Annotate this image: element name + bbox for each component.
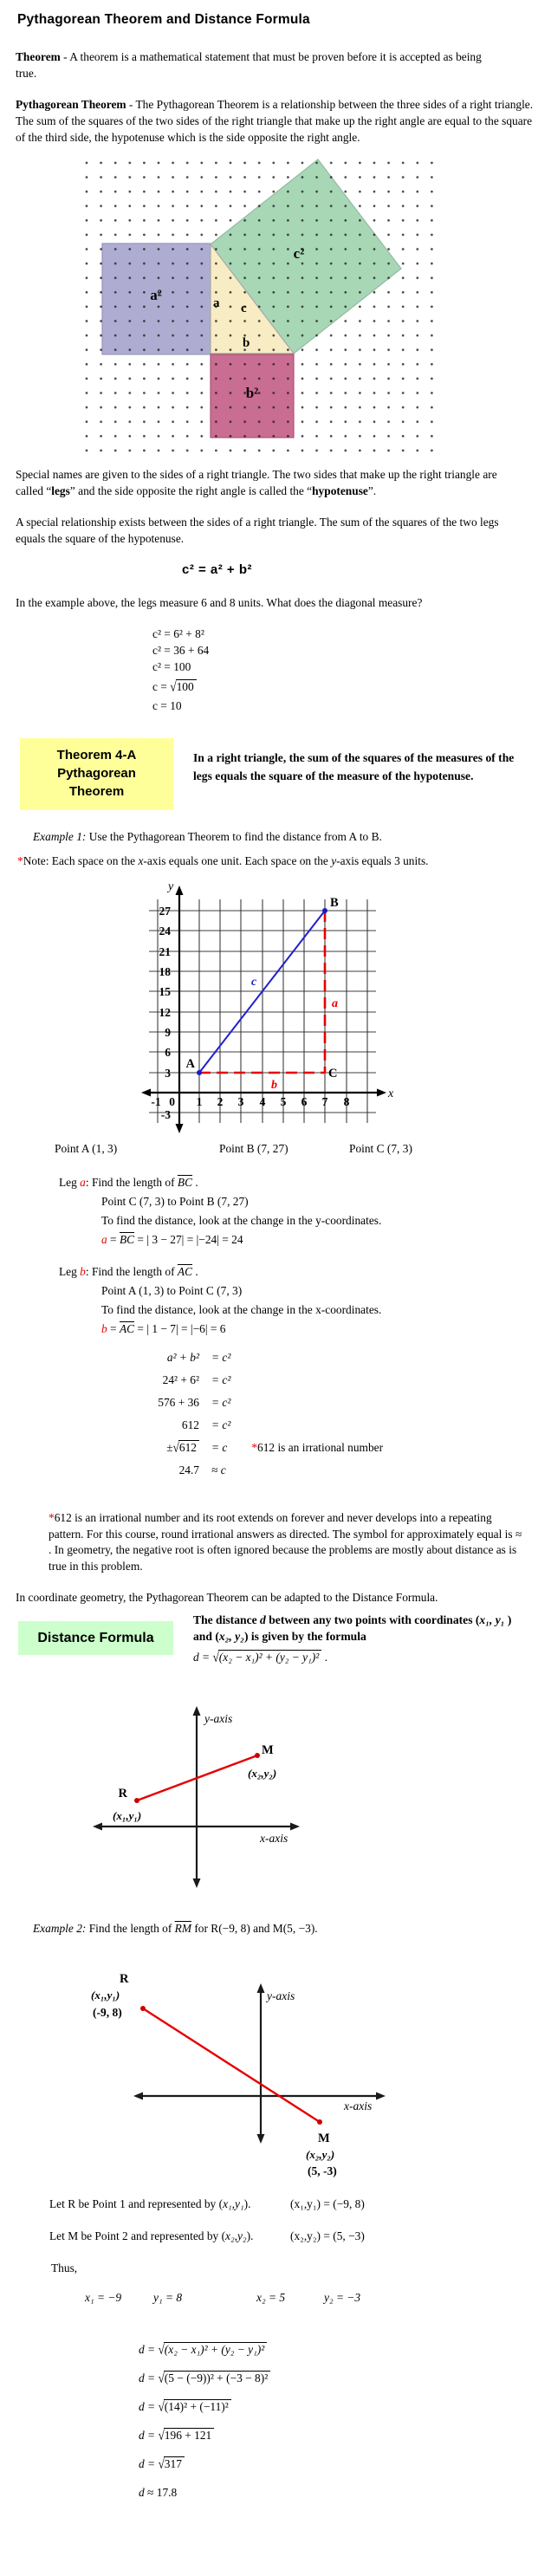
x-axis-left-arrow [133,2093,143,2100]
work2-row4 [95,1414,535,1437]
x-axis-right-arrow [290,1823,300,1831]
leg-a-line3 [101,1211,535,1230]
distance-formula-desc-text [193,1612,518,1645]
y-tick-18: 18 [159,965,171,978]
side-a-label: a [213,296,220,310]
leg-b-period: . [192,1265,198,1278]
point-r-label: R [120,1972,129,1986]
x-tick-7: 7 [321,1095,328,1108]
y-tick-27: 27 [159,905,171,918]
leg-b-block [59,1262,535,1339]
work2-row1-lhs: a² + b² [166,1351,199,1364]
x-axis-label [259,1832,288,1845]
d-variable: d [139,2486,145,2499]
x-tick-6: 6 [301,1095,308,1108]
x-axis-right-arrow [377,1089,386,1097]
work2-row5-rhs: = c [211,1441,228,1454]
point-a-dot [197,1070,202,1075]
example-above-paragraph: In the example above, the legs measure 6 and 8 units. What does the diagonal measure? [16,596,423,609]
work2-row6-lhs: 24.7 [178,1463,199,1476]
sqrt-symbol: √ [158,2398,165,2415]
distance-formula-diagram [87,1698,329,1902]
point-r-coords: (x₁,y₁) [91,1989,120,2002]
work1-line2: c² = 36 + 64 [152,644,210,657]
note-x-var: x [138,854,144,867]
x-axis-left-arrow [93,1823,102,1831]
y-tick-6: 6 [165,1046,171,1059]
sqrt-symbol: √ [172,1439,179,1456]
let-r-equation: (x₁,y₁) = (−9, 8) [290,2197,365,2210]
pythagorean-definition [16,96,535,146]
d-equals: d = [139,2429,159,2442]
side-a-label: a [332,997,338,1010]
point-b-dot [322,908,327,913]
example1-line [33,828,535,845]
radicand: (5 − (−9))² + (−3 − 8)² [164,2371,270,2385]
sqrt-symbol: √ [158,2341,165,2358]
y-axis-top-arrow [193,1706,201,1716]
note-text-2: -axis equals one unit. Each space on the [143,854,332,867]
distance-formula-description [193,1612,518,1668]
work1-line4 [152,675,535,698]
origin-label: 0 [169,1095,175,1108]
x-tick-2: 2 [217,1095,224,1108]
distance-formula-section [16,1612,535,1668]
dot-grid [85,159,433,452]
special-names-text-1: Special names are given to the sides of a right triangle. The two sides that make up the right triangle are called “ [16,468,497,497]
segment-ac: $\overline{AC}$ [177,1265,193,1278]
distance-calculation-block [139,2341,535,2501]
note-text-3: -axis equals 3 units. [336,854,429,867]
leg-b-result-rest: = | 1 − 7| = |−6| = 6 [134,1322,226,1335]
distance-step-5 [139,2456,535,2473]
y-axis-label-text: y-axis [267,1989,295,2002]
leg-b-line3-post: -coordinates. [321,1303,382,1316]
y-axis-top-arrow [257,1983,265,1993]
point-c-label: C [328,1067,338,1080]
sqrt-symbol: √ [158,2370,165,2386]
radical [158,2457,184,2470]
special-names-text-3: ”. [367,484,377,497]
df-desc-1: The distance [193,1613,261,1626]
pythagorean-work-block [95,1346,535,1482]
theorem-definition [16,49,505,81]
thus-line: Thus, [51,2261,78,2274]
work2-row2 [95,1369,535,1392]
work2-row3-rhs: = c² [211,1396,231,1409]
theorem-term: Theorem [16,50,61,63]
note-y-var: y [331,854,337,867]
radicand: 196 + 121 [164,2428,214,2442]
work1-line5: c = 10 [152,699,182,712]
radicand: (14)² + (−11)² [164,2399,231,2413]
segment-bc: $\overline{BC}$ [177,1176,193,1189]
note-asterisk: * [17,854,23,867]
leg-a-block [59,1173,535,1249]
leg-a-line3-var: y [315,1214,321,1227]
pythagorean-term: Pythagorean Theorem [16,98,126,111]
side-b-label: b [271,1079,277,1092]
irrational-side-note [251,1437,383,1459]
point-r-dot [140,2006,146,2011]
sqrt-symbol: √ [170,678,177,695]
sqrt-symbol: √ [158,2427,165,2443]
point-m-dot [255,1753,260,1758]
work2-row1-rhs: = c² [211,1351,231,1364]
x-axis-right-arrow [376,2093,386,2100]
point-r-coords: (x₁,y₁) [113,1809,142,1822]
theorem-4a-statement: In a right triangle, the sum of the squares of the measures of the legs equals the square of the measure of the hypotenuse. [193,751,515,782]
example-above-work [152,626,535,714]
let-m-var: x₂,y₂ [225,2229,247,2242]
work2-row1 [95,1346,535,1369]
side-c-label: c [241,302,247,315]
distance-formula-box: Distance Formula [18,1621,173,1655]
d-equals: d = [139,2457,159,2470]
work2-row6-rhs: ≈ c [211,1463,226,1476]
point-m-coords: (x₂,y₂) [306,2148,335,2161]
leg-a-result-var: a [101,1233,107,1246]
side-note-text: 612 is an irrational number [257,1441,384,1454]
hypotenuse-term: hypotenuse [312,484,368,497]
leg-b-result-segment: $\overline{AC}$ [119,1322,135,1335]
rm-segment [143,2008,320,2122]
distance-result-value: ≈ 17.8 [144,2486,178,2499]
point-m-value: (5, -3) [308,2164,337,2177]
x-axis-label-text: x-axis [260,1832,288,1845]
distance-step-2 [139,2370,535,2387]
theorem-4a-section [16,738,535,810]
x-tick-labels [151,1095,349,1108]
example2-diagram [87,1969,399,2181]
d-equals: d = [139,2400,159,2413]
example2-label: Example 2: [33,1922,87,1935]
x-axis-label [343,2099,372,2112]
caption-point-a: Point A (1, 3) [55,1142,118,1155]
radical [158,2343,267,2356]
radical [170,680,196,693]
distance-step-3 [139,2398,535,2416]
leg-a-line2: Point C (7, 3) to Point B (7, 27) [101,1195,249,1208]
legs-term: legs [51,484,70,497]
x-axis-label: x [388,1087,394,1100]
y-tick-neg3: -3 [160,1108,171,1121]
leg-a-var: a [80,1176,86,1189]
df-desc-d: d [260,1613,266,1626]
sqrt-symbol: √ [158,2456,165,2472]
y-axis-bottom-arrow [193,1878,201,1888]
y-tick-15: 15 [159,985,171,998]
distance-formula-equation [193,1647,518,1668]
example1-graph [130,879,399,1136]
point-b-label: B [330,896,339,910]
example2-post: for R(−9, 8) and M(5, −3). [191,1922,318,1935]
x-axis-left-arrow [141,1089,151,1097]
y-tick-21: 21 [159,945,171,958]
leg-a-result-segment: $\overline{BC}$ [119,1233,135,1246]
point-captions-row [16,1142,535,1158]
d-equals: d = [139,2372,159,2385]
work1-line3: c² = 100 [152,660,191,673]
y-axis-label [265,1989,295,2002]
df-desc-2: between any two points with coordinates ( [265,1613,480,1626]
let-m-text: Let M be Point 2 and represented by ( [49,2229,226,2242]
b-squared-label: b² [245,385,259,401]
radical [158,2429,214,2442]
df-formula-lhs: d = [193,1651,213,1664]
radical [158,2372,270,2385]
theorem-4a-box [20,738,173,810]
y-tick-24: 24 [159,925,171,938]
x-axis-label-text: x-axis [344,2099,373,2112]
leg-a-line3-pre: To find the distance, look at the change in the [101,1214,316,1227]
df-desc-p2: x₂, y₂ [218,1630,244,1643]
page-title: Pythagorean Theorem and Distance Formula [17,12,310,27]
special-names-paragraph [16,466,518,499]
point-m-dot [317,2119,322,2125]
radicand: (x₂ − x₁)² + (y₂ − y₁)² [164,2342,267,2356]
point-r-label: R [118,1787,127,1801]
work2-row2-lhs: 24² + 6² [162,1373,199,1386]
pythagorean-equation: c² = a² + b² [182,562,253,577]
leg-a-result-eq: = [107,1233,120,1246]
y-tick-12: 12 [159,1006,171,1019]
x-tick-neg1: -1 [151,1095,161,1108]
x1-value: x₁ = −9 [85,2291,122,2304]
sqrt-symbol: √ [212,1649,219,1665]
df-desc-p1: x₁, y₁ [479,1613,505,1626]
let-r-close: ). [243,2197,251,2210]
example2-pre: Find the length of [86,1922,175,1935]
radical [158,2400,230,2413]
leg-b-result-var: b [101,1322,107,1335]
variable-values-row [16,2291,535,2307]
work2-row6 [95,1459,535,1482]
work1-line1: c² = 6² + 8² [152,627,204,640]
let-m-close: ). [246,2229,254,2242]
example2-line [33,1920,535,1937]
leg-a-line3-post: -coordinates. [321,1214,382,1227]
radicand: 317 [164,2456,185,2470]
work1-line4-pre: c = [152,680,171,693]
leg-b-line3-pre: To find the distance, look at the change in the [101,1303,316,1316]
work2-row3-lhs: 576 + 36 [158,1396,199,1409]
x-tick-4: 4 [259,1095,266,1108]
leg-b-line3 [101,1301,535,1320]
y-axis-label [203,1712,232,1725]
leg-b-line3-var: x [315,1303,321,1316]
work2-row2-rhs: = c² [211,1373,231,1386]
segment-rm: $\overline{RM}$ [174,1922,191,1935]
x-tick-3: 3 [237,1095,244,1108]
leg-a-result [101,1230,535,1249]
point-r-dot [134,1798,139,1803]
leg-a-find: : Find the length of [85,1176,178,1189]
theorem-definition-text: - A theorem is a mathematical statement that must be proven before it is accepted as being true. [16,50,482,80]
irrational-note-paragraph [49,1510,523,1574]
special-names-text-2: ” and the side opposite the right angle is called the “ [69,484,313,497]
y-tick-9: 9 [165,1026,171,1039]
let-m-equation: (x₂,y₂) = (5, −3) [290,2229,365,2242]
vertical-grid-lines [158,899,367,1123]
c-squared-label: c² [293,245,305,262]
irrational-note-text: 612 is an irrational number and its root extends on forever and never develops into a repeating pattern. For this course, round irrational answers as directed. The symbol for approximately equal is ≈ . In geometry, the negative root is often ignored because the problems are mostly about distance as is true in this problem. [49,1511,522,1573]
leg-b-line2: Point A (1, 3) to Point C (7, 3) [101,1284,243,1297]
x2-value: x₂ = 5 [256,2291,286,2304]
pythagorean-definition-text: - The Pythagorean Theorem is a relationship between the three sides of a right triangle. The sum of the squares of the two sides of the right triangle that make up the right angle are equal to the square of the third side, the hypotenuse which is the side opposite the right angle. [16,98,534,144]
example1-note [17,853,515,869]
x-tick-1: 1 [196,1095,203,1108]
work2-row4-rhs: = c² [211,1418,231,1431]
let-m-line [49,2228,535,2244]
y2-value: y₂ = −3 [324,2291,361,2304]
d-equals: d = [139,2343,159,2356]
y-tick-labels [159,905,176,1121]
y-axis-top-arrow [176,886,184,895]
point-m-label: M [262,1743,274,1757]
theorem-box-line3: Theorem [68,784,125,799]
leg-b-find: : Find the length of [85,1265,178,1278]
pythagorean-squares-figure [82,152,446,461]
distance-result [139,2484,535,2501]
let-r-line [49,2196,535,2212]
df-formula-period: . [321,1651,327,1664]
radicand: 612 [178,1440,199,1454]
coordinate-geometry-paragraph: In coordinate geometry, the Pythagorean Theorem can be adapted to the Distance Formula. [16,1591,438,1604]
leg-a-result-rest: = | 3 − 27| = |−24| = 24 [134,1233,243,1246]
work2-row5-lhs [95,1437,199,1459]
side-c-label: c [251,976,257,989]
y-axis-label-text: y-axis [204,1712,233,1725]
point-assignment-block [16,2196,535,2307]
point-r-value: (-9, 8) [93,2006,122,2019]
let-r-var: x₁,y₁ [223,2197,244,2210]
side-note-asterisk: * [251,1441,258,1454]
df-desc-4: ) is given by the formula [243,1630,366,1643]
point-m-coords: (x₂,y₂) [248,1767,277,1780]
y-axis-bottom-arrow [257,2134,265,2144]
a-squared-label: a² [150,287,162,303]
example1-label: Example 1: [33,830,87,843]
side-b-label: b [243,336,250,350]
leg-b-word: Leg [59,1265,81,1278]
x-tick-8: 8 [343,1095,350,1108]
note-text-1: Note: Each space on the [23,854,139,867]
point-m-label: M [318,2132,330,2145]
work2-row3 [95,1392,535,1414]
df-desc-3: ) and ( [193,1613,512,1643]
work2-row5 [95,1437,535,1459]
radicand: 100 [176,679,197,693]
y-axis-label: y [168,880,174,893]
distance-step-4 [139,2427,535,2444]
x-tick-5: 5 [280,1095,287,1108]
caption-point-c: Point C (7, 3) [349,1142,412,1155]
radicand: (x₂ − x₁)² + (y₂ − y₁)² [218,1650,321,1664]
irrational-note-asterisk: * [49,1511,55,1524]
relationship-paragraph: A special relationship exists between the sides of a right triangle. The sum of the squares of the two legs equals the square of the hypotenuse. [16,516,499,545]
leg-b-var: b [80,1265,86,1278]
distance-step-1 [139,2341,535,2359]
y1-value: y₁ = 8 [153,2291,183,2304]
leg-b-result-eq: = [107,1322,120,1335]
leg-a-period: . [192,1176,198,1189]
plus-minus-sign: ± [166,1441,173,1454]
radical [212,1651,321,1664]
work2-row4-lhs: 612 [181,1418,199,1431]
leg-a-word: Leg [59,1176,81,1189]
point-a-label: A [185,1057,195,1071]
theorem-box-line1: Theorem 4-A [56,748,137,762]
y-tick-3: 3 [165,1067,171,1080]
theorem-box-line2: Pythagorean [57,766,136,781]
let-r-text: Let R be Point 1 and represented by ( [49,2197,224,2210]
leg-b-result [101,1320,535,1339]
y-axis-bottom-arrow [176,1124,184,1133]
example1-text: Use the Pythagorean Theorem to find the distance from A to B. [86,830,382,843]
radical [173,1441,199,1454]
caption-point-b: Point B (7, 27) [219,1142,288,1155]
